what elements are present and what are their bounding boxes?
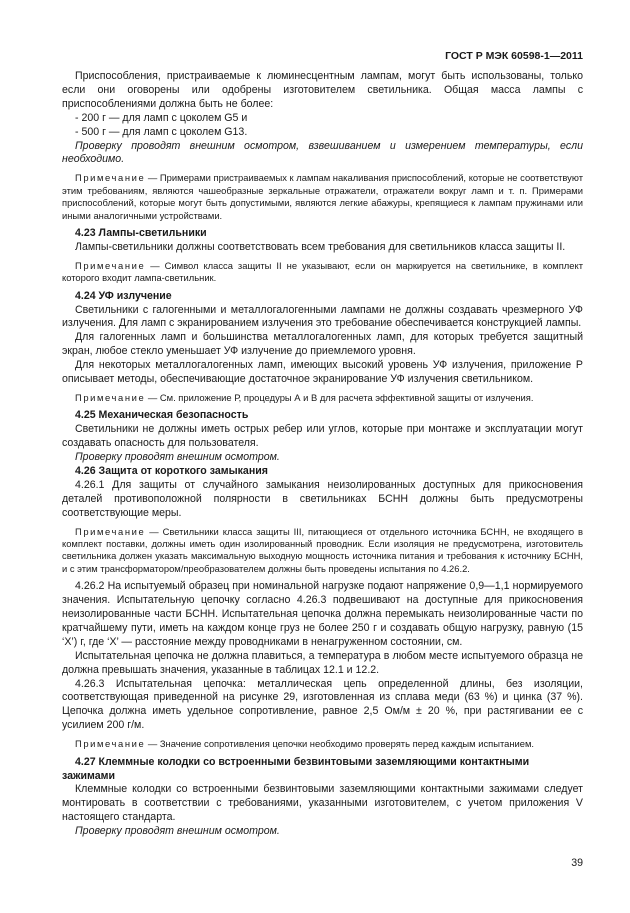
- page-content: [62, 70, 583, 839]
- note-text: — См. приложение Р, процедуры А и В для расчета эффективной защиты от излучения.: [145, 391, 534, 403]
- paragraph: Светильники с галогенными и металлогалогенными лампами не должны создавать чрезмерного УФ излучения. Для ламп с экранированием излучения это требование обеспечивается конструкцией лампы.: [62, 303, 583, 330]
- note-text: — Светильники класса защиты III, питающиеся от отдельного источника БСНН, не входящего в комплект поставки, должны иметь один изолированный проводник. Если изоляция не предусмотрена, изготовитель светильника должен указать максимальную выходную мощность источника питания и требования к источнику БСНН, и с этим трансформатором/преобразователем должны быть проведены испытания по 4.26.2.: [62, 525, 583, 574]
- note-label: Примечание: [75, 525, 146, 537]
- note-text: — Значение сопротивления цепочки необходимо проверять перед каждым испытанием.: [145, 738, 535, 750]
- section-title: 4.26 Защита от короткого замыкания: [75, 464, 268, 477]
- check-statement: Проверку проводят внешним осмотром, взвешиванием и измерением температуры, если необходимо.: [62, 139, 583, 166]
- note: [62, 392, 583, 404]
- note: [62, 260, 583, 285]
- paragraph: Для некоторых металлогалогенных ламп, имеющих высокий уровень УФ излучения, приложение Р описывает методы, обеспечивающие достаточное экранирование УФ излучения светильником.: [62, 359, 583, 386]
- paragraph: Приспособления, пристраиваемые к люминесцентным лампам, могут быть использованы, только если они оговорены или одобрены изготовителем светильника. Общая масса лампы с приспособлениями должна быть не более:: [62, 70, 583, 110]
- section-title: 4.25 Механическая безопасность: [75, 409, 249, 422]
- note-label: Примечание: [75, 391, 146, 403]
- section-title: 4.23 Лампы-светильники: [75, 226, 207, 239]
- paragraph: Испытательная цепочка не должна плавиться, а температура в любом месте испытуемого образца не должна превышать значения, указанные в таблицах 12.1 и 12.2.: [62, 649, 583, 676]
- list-item: - 200 г — для ламп с цоколем G5 и: [75, 111, 248, 124]
- paragraph: Для галогенных ламп и большинства металлогалогенных ламп, для которых требуется защитный экран, любое стекло уменьшает УФ излучение до приемлемого уровня.: [62, 331, 583, 358]
- note: [62, 526, 583, 576]
- note-label: Примечание: [75, 738, 146, 750]
- paragraph: Светильники не должны иметь острых ребер или углов, которые при монтаже и эксплуатации могут создавать опасность для пользователя.: [62, 423, 583, 450]
- paragraph: 4.26.1 Для защиты от случайного замыкания неизолированных доступных для прикосновения деталей противоположной полярности в светильниках БСНН должны быть предусмотрены соответствующие меры.: [62, 478, 583, 519]
- note: [62, 172, 583, 222]
- page-number: 39: [571, 857, 583, 869]
- section-title: 4.27 Клеммные колодки со встроенными безвинтовыми заземляющими контактными зажимами: [62, 755, 530, 782]
- note-text: — Примерами пристраиваемых к лампам накаливания приспособлений, которые не соответствуют этим требованиям, являются чашеобразные зеркальные отражатели, отражатели вокруг ламп и т. п. Примерами приспособлений, которые могут быть допустимыми, являются легкие абажуры, крепящиеся к лампам пружинами или иными аналогичными устройствами.: [62, 172, 583, 221]
- paragraph: Лампы-светильники должны соответствовать всем требования для светильников класса защиты II.: [75, 240, 566, 253]
- check-statement: Проверку проводят внешним осмотром.: [75, 825, 280, 838]
- list-item: - 500 г — для ламп с цоколем G13.: [75, 125, 248, 138]
- note: [62, 738, 583, 750]
- note-text: — Символ класса защиты II не указывают, если он маркируется на светильнике, в комплект которого входит лампа-светильник.: [62, 259, 583, 284]
- paragraph: 4.26.3 Испытательная цепочка: металлическая цепь определенной длины, без изоляции, соответствующая приведенной на рисунке 29, изготовленная из сплава меди (63 %) и цинка (37 %). Цепочка должна иметь удельное сопротивление, равное 2,5 Ом/м ± 20 %, при растягивании ее с усилием 200 г/м.: [62, 677, 583, 732]
- note-label: Примечание: [75, 172, 146, 184]
- paragraph: 4.26.2 На испытуемый образец при номинальной нагрузке подают напряжение 0,9—1,1 нормируемого значения. Испытательную цепочку согласно 4.26.3 подвешивают на доступные для прикосновения неизолированные части БСНН. Испытательная цепочка должна перемыкать неизолированные части по кратчайшему пути, иметь на каждом конце груз не более 250 г и создавать общую нагрузку, равную (15 ‘X’) г, где ‘X’ — расстояние между проводниками в ненагруженном состоянии, см.: [62, 580, 583, 648]
- paragraph: Клеммные колодки со встроенными безвинтовыми заземляющими контактными зажимами следует монтировать в соответствии с требованиями, указанными изготовителем, с учетом приложения V настоящего стандарта.: [62, 783, 583, 824]
- section-title: 4.24 УФ излучение: [75, 289, 172, 302]
- check-statement: Проверку проводят внешним осмотром.: [75, 451, 280, 464]
- page-header: ГОСТ Р МЭК 60598-1—2011: [445, 50, 583, 62]
- note-label: Примечание: [75, 259, 146, 271]
